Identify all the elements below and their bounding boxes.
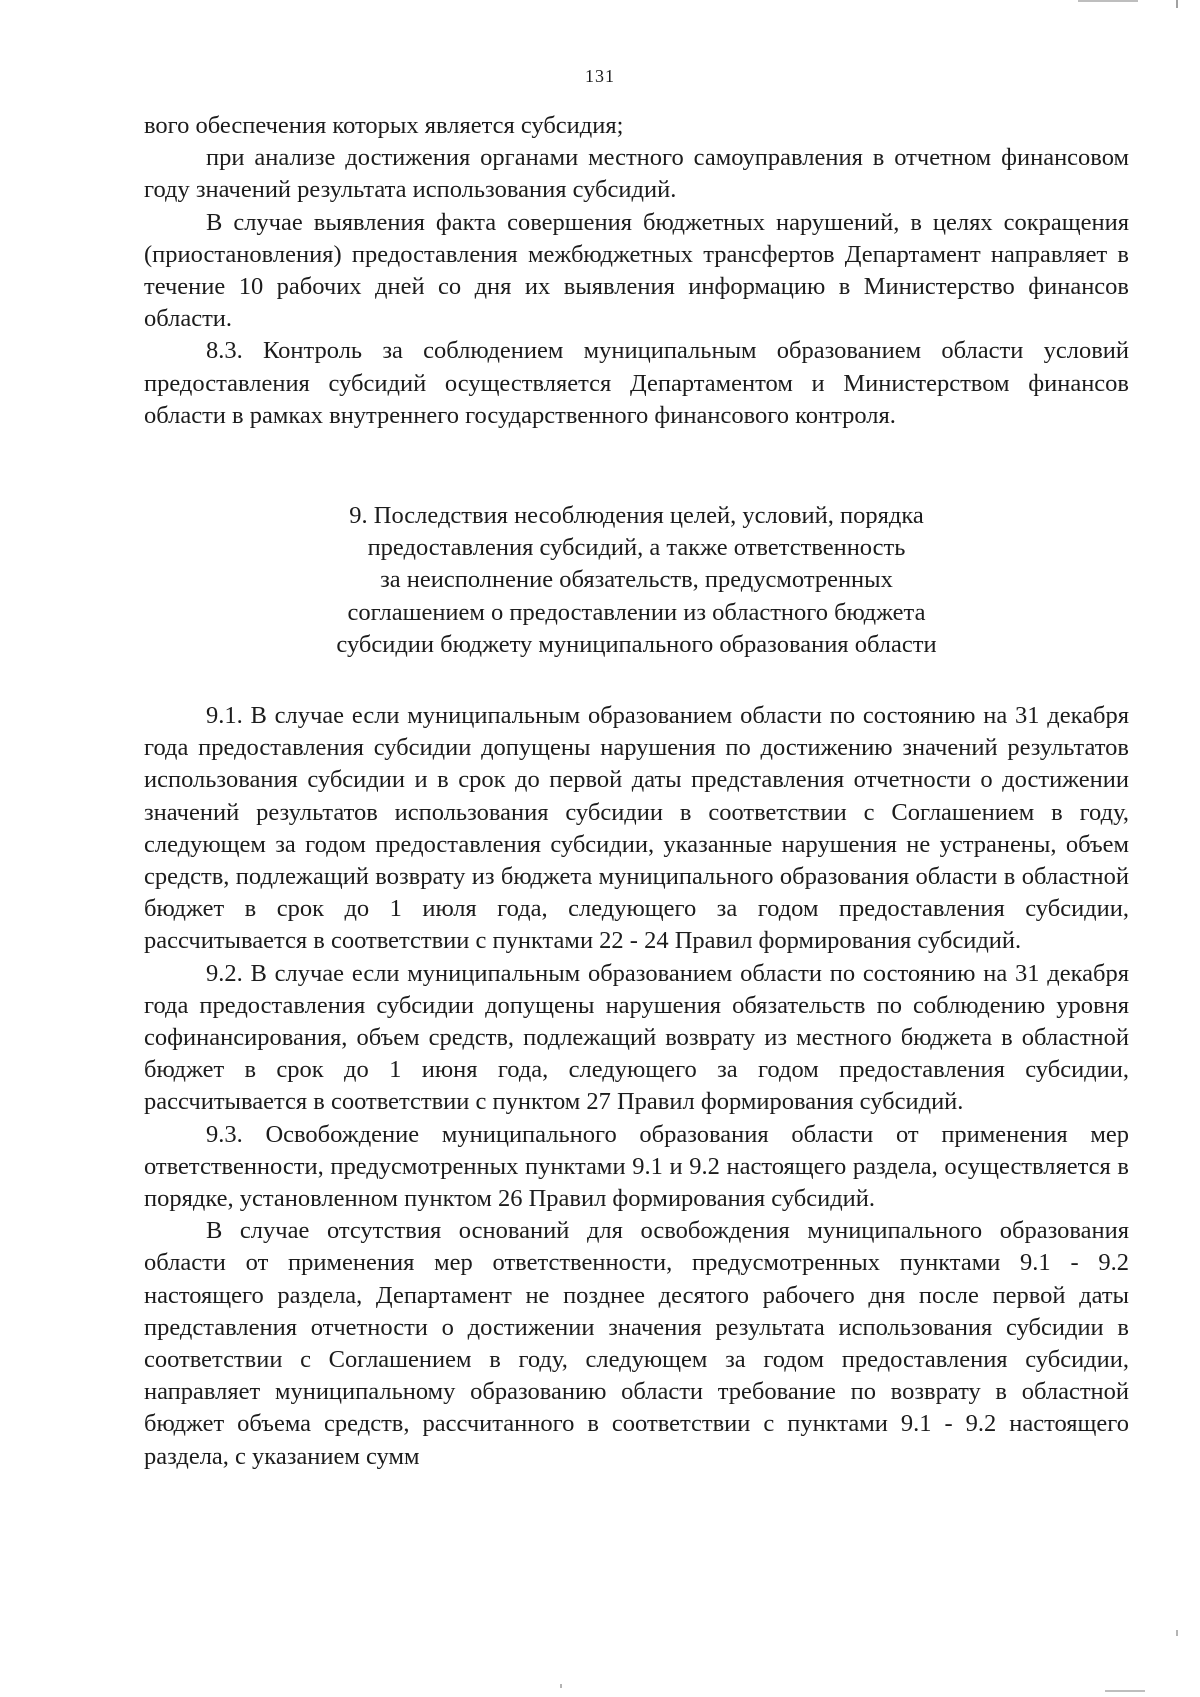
page-number: 131	[585, 66, 615, 86]
scan-artifact	[1176, 1630, 1178, 1636]
paragraph-8-3: 8.3. Контроль за соблюдением муниципальным образованием области условий предоставления субсидий осуществляется Департаментом и Министерством финансов области в рамках внутреннего государственного финансового контроля.	[144, 337, 1129, 429]
scan-artifact	[560, 1684, 562, 1688]
heading-line: предоставления субсидий, а также ответственность	[367, 534, 906, 562]
paragraph: при анализе достижения органами местного самоуправления в отчетном финансовом году значений результата использования субсидий.	[144, 144, 1129, 204]
section-heading-9	[144, 500, 1129, 661]
heading-line: соглашением о предоставлении из областного бюджета	[347, 598, 926, 626]
heading-line: за неисполнение обязательств, предусмотренных	[380, 566, 893, 594]
paragraph-9-3: 9.3. Освобождение муниципального образования области от применения мер ответственности, предусмотренных пунктами 9.1 и 9.2 настоящего раздела, осуществляется в порядке, установленном пунктом 26 Правил формирования субсидий.	[144, 1120, 1129, 1213]
paragraph: В случае отсутствия оснований для освобождения муниципального образования области от применения мер ответственности, предусмотренных пунктами 9.1 - 9.2 настоящего раздела, Департамент не позднее десятого рабочего дня после первой даты представления отчетности о достижении значения результата использования субсидии в соответствии с Соглашением в году, следующем за годом предоставления субсидии, направляет муниципальному образованию области требование по возврату в областной бюджет объема средств, рассчитанного в соответствии с пунктами 9.1 - 9.2 настоящего раздела, с указанием сумм	[144, 1217, 1129, 1470]
paragraph-9-1: 9.1. В случае если муниципальным образованием области по состоянию на 31 декабря года предоставления субсидии допущены нарушения по достижению значений результатов использования субсидии и в срок до первой даты представления отчетности о достижении значений результатов использования субсидии в соответствии с Соглашением в году, следующем за годом предоставления субсидии, указанные нарушения не устранены, объем средств, подлежащий возврату из бюджета муниципального образования области в областной бюджет в срок до 1 июля года, следующего за годом предоставления субсидии, рассчитывается в соответствии с пунктами 22 - 24 Правил формирования субсидий.	[144, 702, 1129, 955]
paragraph: вого обеспечения которых является субсидия;	[144, 112, 624, 139]
text-block-bottom	[144, 700, 1129, 1473]
text-block-top	[144, 110, 1129, 432]
paragraph: В случае выявления факта совершения бюджетных нарушений, в целях сокращения (приостановления) предоставления межбюджетных трансфертов Департамент направляет в течение 10 рабочих дней со дня их выявления информацию в Министерство финансов области.	[144, 208, 1129, 333]
heading-line: 9. Последствия несоблюдения целей, условий, порядка	[349, 502, 924, 529]
paragraph-9-2: 9.2. В случае если муниципальным образованием области по состоянию на 31 декабря года предоставления субсидии допущены нарушения обязательств по соблюдению уровня софинансирования, объем средств, подлежащий возврату из местного бюджета в областной бюджет в срок до 1 июня года, следующего за годом предоставления субсидии, рассчитывается в соответствии с пунктом 27 Правил формирования субсидий.	[144, 959, 1129, 1116]
scan-artifact	[1176, 0, 1178, 8]
scan-artifact	[1078, 0, 1138, 2]
heading-line: субсидии бюджету муниципального образования области	[336, 630, 937, 658]
scan-artifact	[1105, 1690, 1145, 1692]
